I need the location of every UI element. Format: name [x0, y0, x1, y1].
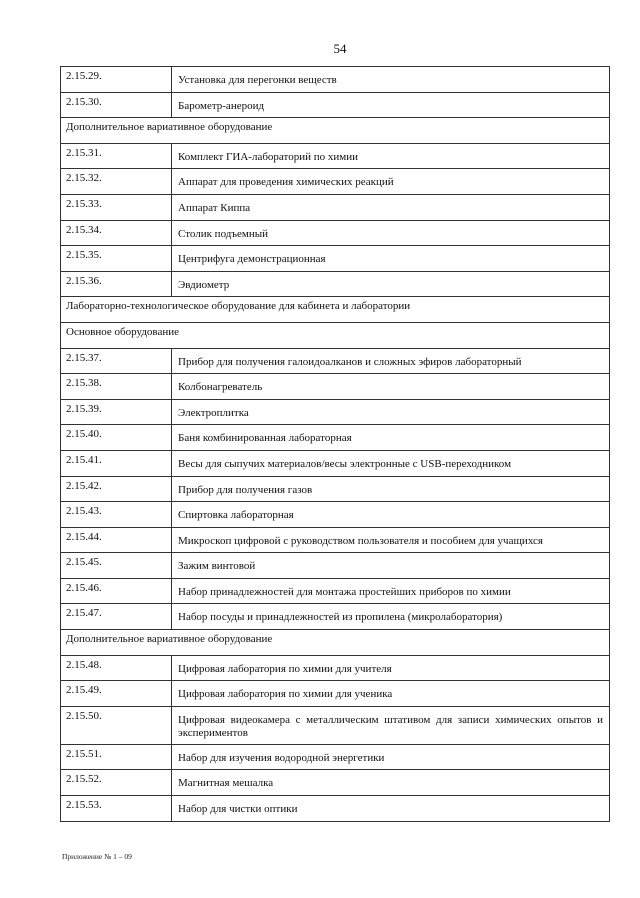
table-row [61, 744, 610, 770]
item-number: 2.15.51. [61, 744, 172, 770]
table-row [61, 553, 610, 579]
table-row [61, 348, 610, 374]
item-number: 2.15.43. [61, 502, 172, 528]
item-number: 2.15.44. [61, 527, 172, 553]
item-number: 2.15.42. [61, 476, 172, 502]
item-number: 2.15.53. [61, 796, 172, 822]
table-row [61, 450, 610, 476]
item-number: 2.15.48. [61, 655, 172, 681]
section-title: Дополнительное вариативное оборудование [61, 630, 610, 656]
item-name: Набор посуды и принадлежностей из пропилена (микролаборатория) [172, 604, 610, 630]
item-name: Цифровая лаборатория по химии для ученика [172, 681, 610, 707]
table-row [61, 67, 610, 93]
table-row [61, 796, 610, 822]
table-row [61, 220, 610, 246]
item-name: Микроскоп цифровой с руководством пользователя и пособием для учащихся [172, 527, 610, 553]
table-row [61, 169, 610, 195]
item-name: Баня комбинированная лабораторная [172, 425, 610, 451]
section-header-row [61, 118, 610, 144]
table-row [61, 246, 610, 272]
item-name: Набор для чистки оптики [172, 796, 610, 822]
item-name: Набор для изучения водородной энергетики [172, 744, 610, 770]
table-row [61, 374, 610, 400]
item-name: Столик подъемный [172, 220, 610, 246]
table-row [61, 604, 610, 630]
table-row [61, 194, 610, 220]
table-row [61, 578, 610, 604]
item-number: 2.15.47. [61, 604, 172, 630]
table-row [61, 527, 610, 553]
item-number: 2.15.38. [61, 374, 172, 400]
item-number: 2.15.41. [61, 450, 172, 476]
item-name: Аппарат для проведения химических реакций [172, 169, 610, 195]
item-number: 2.15.33. [61, 194, 172, 220]
table-row [61, 143, 610, 169]
item-number: 2.15.34. [61, 220, 172, 246]
table-row [61, 92, 610, 118]
item-number: 2.15.46. [61, 578, 172, 604]
table-row [61, 476, 610, 502]
item-name: Центрифуга демонстрационная [172, 246, 610, 272]
item-number: 2.15.45. [61, 553, 172, 579]
item-name: Аппарат Киппа [172, 194, 610, 220]
item-name: Цифровая лаборатория по химии для учителя [172, 655, 610, 681]
table-row [61, 502, 610, 528]
item-name: Прибор для получения галоидоалканов и сложных эфиров лабораторный [172, 348, 610, 374]
item-number: 2.15.37. [61, 348, 172, 374]
section-header-row [61, 630, 610, 656]
equipment-table-body [61, 67, 610, 822]
table-row [61, 706, 610, 744]
page-footer: Приложение № 1 – 09 [62, 852, 132, 861]
item-number: 2.15.50. [61, 706, 172, 744]
item-name: Колбонагреватель [172, 374, 610, 400]
item-number: 2.15.39. [61, 399, 172, 425]
item-number: 2.15.29. [61, 67, 172, 93]
item-name: Эвдиометр [172, 271, 610, 297]
item-number: 2.15.40. [61, 425, 172, 451]
table-row [61, 425, 610, 451]
section-header-row [61, 297, 610, 323]
item-name: Барометр-анероид [172, 92, 610, 118]
item-name: Цифровая видеокамера с металлическим штативом для записи химических опытов и экспериментов [172, 706, 610, 744]
item-name: Набор принадлежностей для монтажа простейших приборов по химии [172, 578, 610, 604]
item-number: 2.15.30. [61, 92, 172, 118]
table-row [61, 399, 610, 425]
section-title: Основное оборудование [61, 322, 610, 348]
item-name: Комплект ГИА-лабораторий по химии [172, 143, 610, 169]
item-number: 2.15.32. [61, 169, 172, 195]
section-title: Дополнительное вариативное оборудование [61, 118, 610, 144]
table-row [61, 681, 610, 707]
item-name: Магнитная мешалка [172, 770, 610, 796]
table-row [61, 655, 610, 681]
item-name: Весы для сыпучих материалов/весы электронные с USB-переходником [172, 450, 610, 476]
item-number: 2.15.52. [61, 770, 172, 796]
item-name: Установка для перегонки веществ [172, 67, 610, 93]
item-name: Электроплитка [172, 399, 610, 425]
table-row [61, 271, 610, 297]
item-number: 2.15.35. [61, 246, 172, 272]
item-number: 2.15.36. [61, 271, 172, 297]
section-title: Лабораторно-технологическое оборудование для кабинета и лаборатории [61, 297, 610, 323]
page-number: 54 [333, 41, 347, 56]
item-number: 2.15.49. [61, 681, 172, 707]
item-number: 2.15.31. [61, 143, 172, 169]
section-header-row [61, 322, 610, 348]
equipment-table [60, 66, 610, 822]
item-name: Зажим винтовой [172, 553, 610, 579]
table-row [61, 770, 610, 796]
item-name: Прибор для получения газов [172, 476, 610, 502]
item-name: Спиртовка лабораторная [172, 502, 610, 528]
